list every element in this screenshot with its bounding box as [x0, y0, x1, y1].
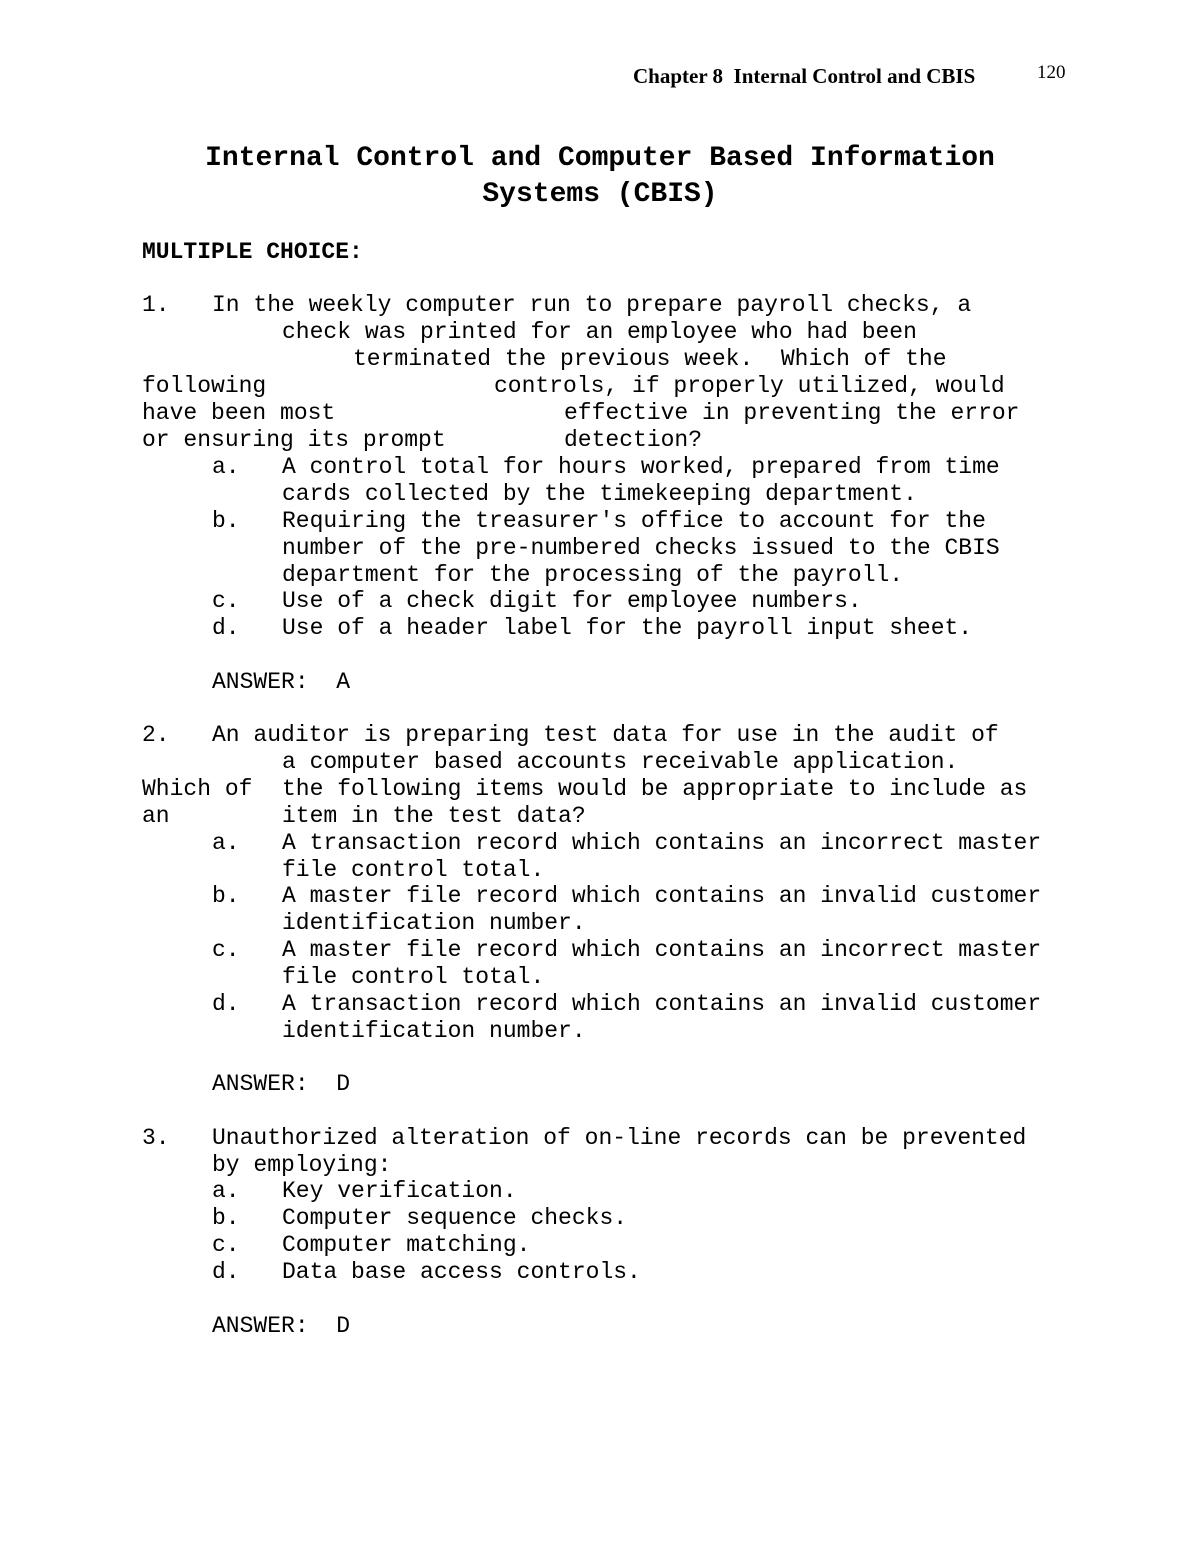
- option-text: cards collected by the timekeeping department.: [282, 481, 917, 507]
- answer-line: ANSWER: D: [212, 1313, 351, 1339]
- option-text: Use of a header label for the payroll input sheet.: [282, 615, 973, 641]
- option-letter: d.: [212, 991, 240, 1017]
- question-stem-line: detection?: [564, 427, 703, 453]
- chapter-title: Chapter 8 Internal Control and CBIS: [633, 64, 976, 88]
- page-header: [0, 62, 1200, 94]
- option-text: Requiring the treasurer's office to account for the: [282, 508, 986, 534]
- question-stem-line: effective in preventing the error: [564, 400, 1020, 426]
- section-heading: MULTIPLE CHOICE:: [142, 239, 363, 265]
- question-stem-line: terminated the previous week. Which of the: [353, 346, 947, 372]
- question-stem-line: controls, if properly utilized, would: [494, 373, 1005, 399]
- question-stem-line: An auditor is preparing test data for use in the audit of: [212, 722, 999, 748]
- question-stem-line: or ensuring its prompt: [142, 427, 446, 453]
- option-letter: c.: [212, 937, 240, 963]
- answer-line: ANSWER: D: [212, 1071, 351, 1097]
- question-stem-line: an: [142, 803, 170, 829]
- option-text: A transaction record which contains an invalid customer: [282, 991, 1042, 1017]
- option-text: A master file record which contains an invalid customer: [282, 883, 1042, 909]
- option-text: A transaction record which contains an incorrect master: [282, 830, 1042, 856]
- question-stem-line: a computer based accounts receivable application.: [282, 749, 959, 775]
- option-text: identification number.: [282, 910, 586, 936]
- option-text: Key verification.: [282, 1178, 517, 1204]
- option-text: department for the processing of the payroll.: [282, 562, 904, 588]
- option-text: file control total.: [282, 857, 545, 883]
- option-letter: b.: [212, 508, 240, 534]
- option-text: number of the pre-numbered checks issued to the CBIS: [282, 535, 1000, 561]
- document-title-line-2: Systems (CBIS): [482, 179, 718, 210]
- page-number: 120: [1037, 62, 1066, 83]
- question-stem-line: the following items would be appropriate to include as: [282, 776, 1028, 802]
- question-stem-line: check was printed for an employee who had been: [282, 319, 917, 345]
- option-text: identification number.: [282, 1018, 586, 1044]
- document-title-line-1: Internal Control and Computer Based Information: [205, 143, 995, 174]
- question-number: 2.: [142, 722, 170, 748]
- option-text: A control total for hours worked, prepared from time: [282, 454, 1000, 480]
- question-stem-line: Which of: [142, 776, 253, 802]
- option-letter: b.: [212, 1205, 240, 1231]
- option-text: Computer matching.: [282, 1232, 531, 1258]
- option-text: file control total.: [282, 964, 545, 990]
- option-text: A master file record which contains an incorrect master: [282, 937, 1042, 963]
- option-letter: d.: [212, 1259, 240, 1285]
- option-letter: a.: [212, 830, 240, 856]
- question-stem-line: following: [142, 373, 267, 399]
- option-letter: d.: [212, 615, 240, 641]
- option-letter: a.: [212, 1178, 240, 1204]
- answer-line: ANSWER: A: [212, 669, 351, 695]
- question-stem-line: have been most: [142, 400, 336, 426]
- option-letter: b.: [212, 883, 240, 909]
- question-stem-line: by employing:: [212, 1152, 392, 1178]
- option-letter: c.: [212, 588, 240, 614]
- question-stem-line: Unauthorized alteration of on-line records can be prevented: [212, 1125, 1027, 1151]
- option-text: Use of a check digit for employee numbers.: [282, 588, 862, 614]
- question-number: 1.: [142, 292, 170, 318]
- option-text: Computer sequence checks.: [282, 1205, 628, 1231]
- option-text: Data base access controls.: [282, 1259, 641, 1285]
- question-stem-line: In the weekly computer run to prepare payroll checks, a: [212, 292, 972, 318]
- option-letter: c.: [212, 1232, 240, 1258]
- question-stem-line: item in the test data?: [282, 803, 586, 829]
- question-number: 3.: [142, 1125, 170, 1151]
- option-letter: a.: [212, 454, 240, 480]
